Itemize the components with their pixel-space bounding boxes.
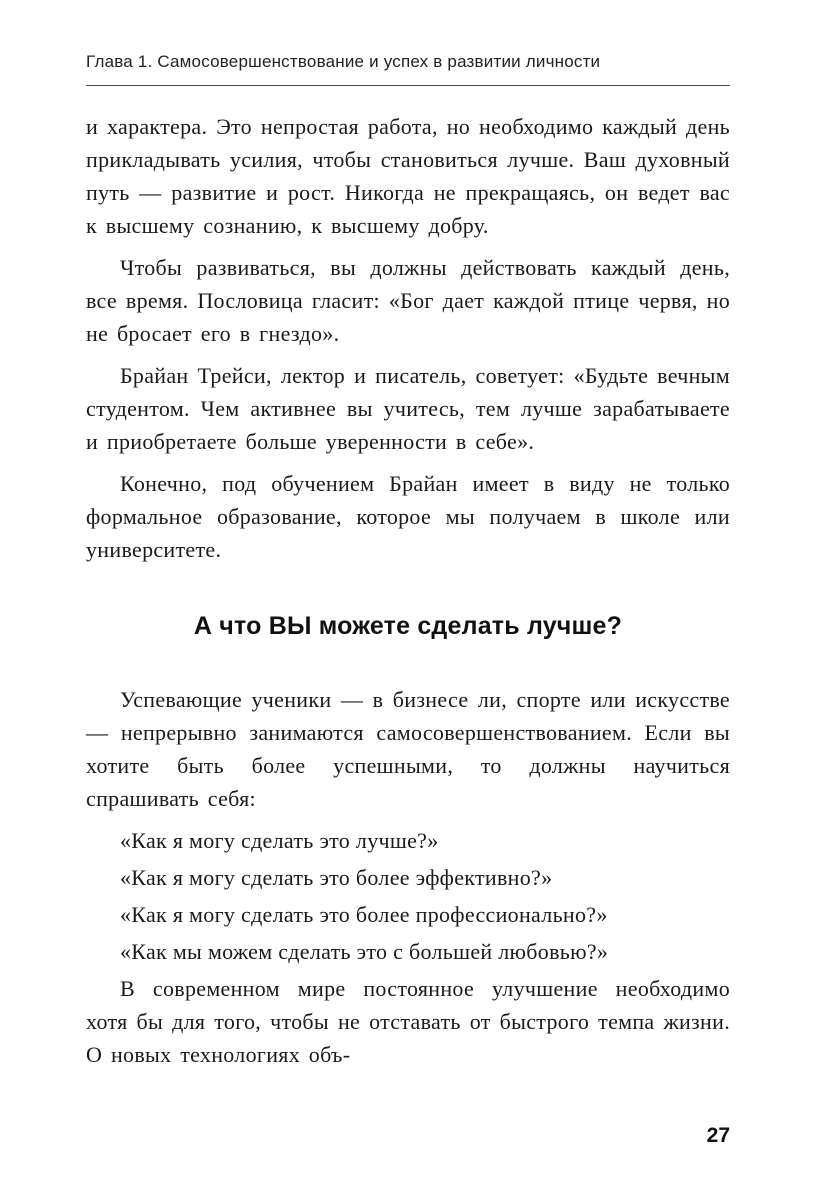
- paragraph: Успевающие ученики — в бизнесе ли, спорте или искусстве — непрерывно занимаются самосовершенствованием. Если вы хотите быть более успешными, то должны научиться спрашивать себя:: [86, 687, 730, 811]
- section-heading: А что ВЫ можете сделать лучше?: [193, 612, 623, 640]
- quote-question-line: «Как я могу сделать это более эффективно?»: [120, 865, 553, 890]
- page-body: [86, 110, 730, 1071]
- paragraph: В современном мире постоянное улучшение необходимо хотя бы для того, чтобы не отставать от быстрого темпа жизни. О новых технологиях объ-: [86, 976, 730, 1067]
- chapter-title: Глава 1. Самосовершенствование и успех в развитии личности: [86, 52, 601, 71]
- paragraph: Брайан Трейси, лектор и писатель, советует: «Будьте вечным студентом. Чем активнее вы учитесь, тем лучше зарабатываете и приобретаете больше уверенности в себе».: [86, 363, 730, 454]
- header-divider: [86, 85, 730, 86]
- page-number: 27: [706, 1124, 730, 1147]
- paragraph: Чтобы развиваться, вы должны действовать каждый день, все время. Пословица гласит: «Бог дает каждой птице червя, но не бросает его в гнездо».: [86, 255, 730, 346]
- paragraph: Конечно, под обучением Брайан имеет в виду не только формальное образование, которое мы получаем в школе или университете.: [86, 471, 730, 562]
- quote-question-line: «Как я могу сделать это лучше?»: [120, 828, 439, 853]
- chapter-header: [86, 52, 730, 86]
- paragraph: и характера. Это непростая работа, но необходимо каждый день прикладывать усилия, чтобы становиться лучше. Ваш духовный путь — развитие и рост. Никогда не прекращаясь, он ведет вас к высшему сознанию, к высшему добру.: [86, 114, 730, 238]
- quote-question-line: «Как мы можем сделать это с большей любовью?»: [120, 939, 609, 964]
- quote-question-line: «Как я могу сделать это более профессионально?»: [120, 902, 608, 927]
